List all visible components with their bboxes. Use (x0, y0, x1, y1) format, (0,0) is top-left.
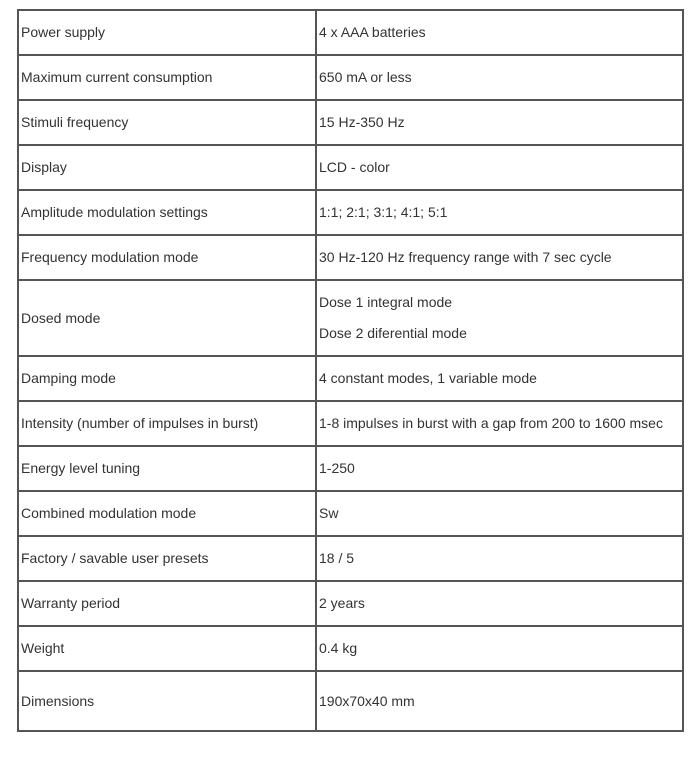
spec-value: 1:1; 2:1; 3:1; 4:1; 5:1 (316, 190, 683, 235)
table-row (18, 280, 683, 356)
spec-value: 650 mA or less (316, 55, 683, 100)
table-row (18, 356, 683, 401)
spec-value: 1-250 (316, 446, 683, 491)
spec-value: 1-8 impulses in burst with a gap from 200 to 1600 msec (316, 401, 683, 446)
table-row (18, 626, 683, 671)
spec-label: Dimensions (18, 671, 316, 731)
table-row (18, 491, 683, 536)
table-row (18, 55, 683, 100)
spec-label: Maximum current consumption (18, 55, 316, 100)
table-row (18, 671, 683, 731)
table-row (18, 10, 683, 55)
spec-label: Combined modulation mode (18, 491, 316, 536)
spec-label: Intensity (number of impulses in burst) (18, 401, 316, 446)
spec-value: 2 years (316, 581, 683, 626)
spec-label: Warranty period (18, 581, 316, 626)
spec-value: 190x70x40 mm (316, 671, 683, 731)
spec-value: 18 / 5 (316, 536, 683, 581)
spec-label: Stimuli frequency (18, 100, 316, 145)
spec-label: Dosed mode (18, 280, 316, 356)
specifications-table (17, 9, 684, 732)
spec-value: Sw (316, 491, 683, 536)
spec-value: 15 Hz-350 Hz (316, 100, 683, 145)
spec-label: Display (18, 145, 316, 190)
spec-value: 4 constant modes, 1 variable mode (316, 356, 683, 401)
table-row (18, 145, 683, 190)
spec-value: 0.4 kg (316, 626, 683, 671)
spec-label: Power supply (18, 10, 316, 55)
table-row (18, 446, 683, 491)
table-row (18, 100, 683, 145)
spec-label: Amplitude modulation settings (18, 190, 316, 235)
table-row (18, 235, 683, 280)
table-row (18, 190, 683, 235)
spec-label: Damping mode (18, 356, 316, 401)
spec-value: LCD - color (316, 145, 683, 190)
spec-label: Weight (18, 626, 316, 671)
spec-value: Dose 1 integral mode Dose 2 diferential mode (316, 280, 683, 356)
table-row (18, 401, 683, 446)
spec-label: Factory / savable user presets (18, 536, 316, 581)
spec-label: Frequency modulation mode (18, 235, 316, 280)
spec-label: Energy level tuning (18, 446, 316, 491)
spec-value: 4 x AAA batteries (316, 10, 683, 55)
spec-value: 30 Hz-120 Hz frequency range with 7 sec cycle (316, 235, 683, 280)
table-row (18, 536, 683, 581)
table-row (18, 581, 683, 626)
